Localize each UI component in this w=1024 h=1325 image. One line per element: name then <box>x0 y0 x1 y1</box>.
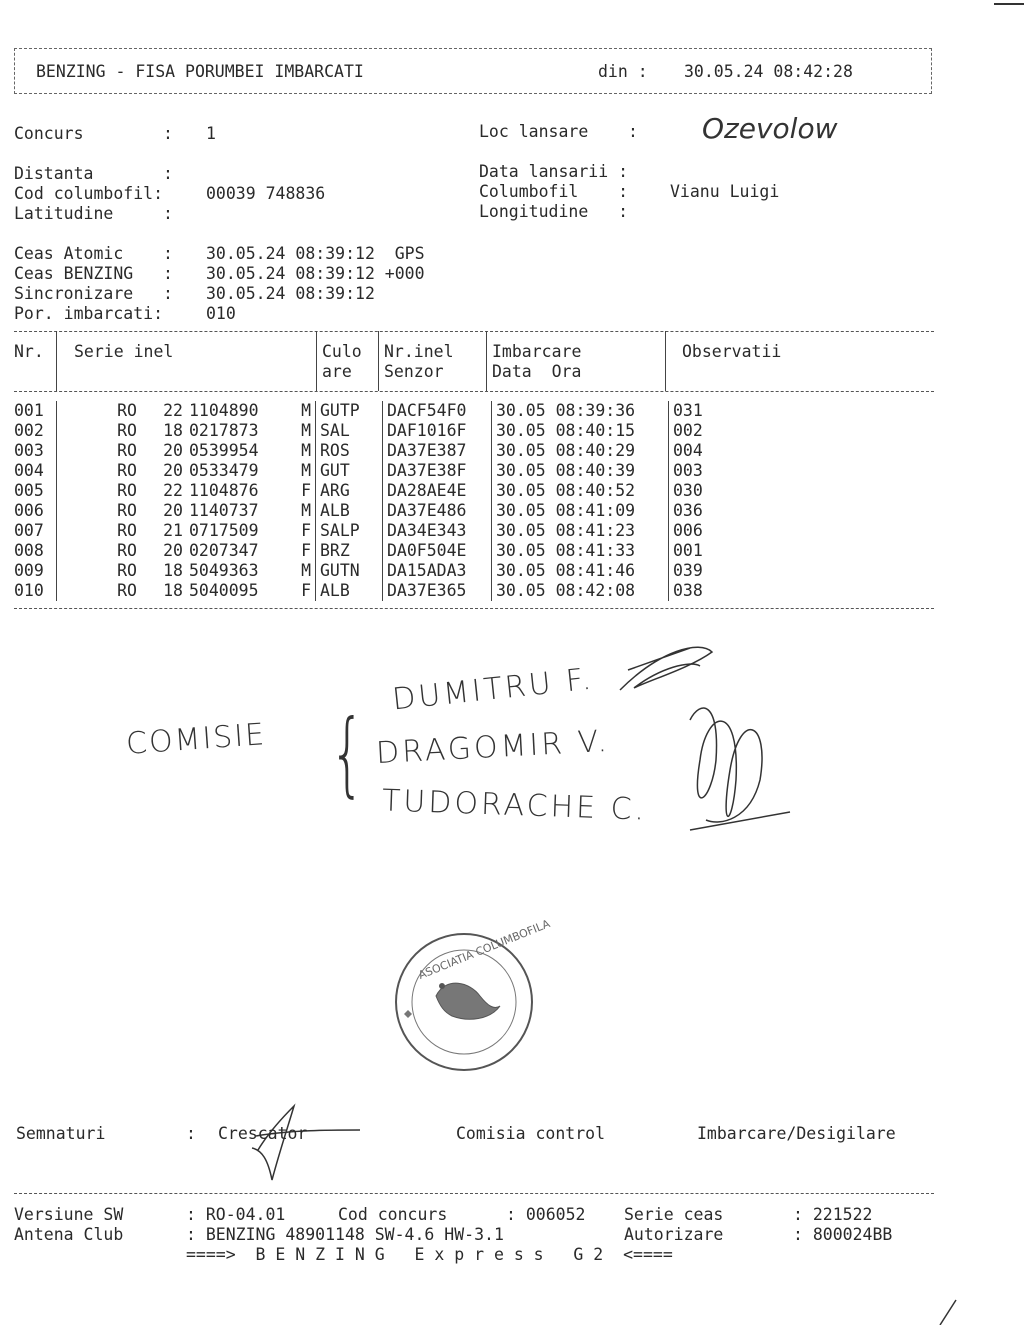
row-sensor: DA37E38F <box>383 461 492 481</box>
ceas-benzing-value: 30.05.24 08:39:12 +000 <box>206 264 425 283</box>
row-sensor: DA37E387 <box>383 441 492 461</box>
row-sex: F <box>301 521 311 540</box>
ceas-atomic-label: Ceas Atomic : <box>14 244 173 263</box>
row-date: 30.05 <box>496 581 546 600</box>
row-color: GUTN <box>316 561 383 581</box>
footer-rule <box>14 1193 934 1194</box>
col-header-nrinel-2: Senzor <box>384 362 444 381</box>
row-sex: F <box>301 481 311 500</box>
row-time: 08:40:52 <box>555 481 636 500</box>
row-color: GUTP <box>316 401 383 421</box>
row-observatii: 038 <box>673 581 703 600</box>
row-observatii: 006 <box>673 521 703 540</box>
row-sensor: DA37E365 <box>383 581 492 601</box>
row-year: 20 <box>163 541 183 560</box>
row-observatii: 002 <box>673 421 703 440</box>
antena-value: : BENZING 48901148 SW-4.6 HW-3.1 <box>186 1225 504 1244</box>
row-year: 18 <box>163 421 183 440</box>
row-country: RO <box>117 481 137 500</box>
row-ring-number: 1104890 <box>189 401 259 420</box>
row-nr: 004 <box>14 461 57 481</box>
row-country: RO <box>117 581 137 600</box>
row-date: 30.05 <box>496 401 546 420</box>
imbarcare-desigilare-label: Imbarcare/Desigilare <box>697 1124 896 1143</box>
row-date: 30.05 <box>496 561 546 580</box>
row-year: 22 <box>163 481 183 500</box>
handwritten-brace: { <box>329 700 365 807</box>
ceas-atomic-value: 30.05.24 08:39:12 GPS <box>206 244 425 263</box>
row-nr: 010 <box>14 581 57 601</box>
row-date: 30.05 <box>496 461 546 480</box>
row-country: RO <box>117 521 137 540</box>
row-sex: M <box>301 461 311 480</box>
row-sex: F <box>301 581 311 600</box>
row-ring-number: 0539954 <box>189 441 259 460</box>
row-nr: 008 <box>14 541 57 561</box>
row-sex: M <box>301 501 311 520</box>
row-year: 18 <box>163 561 183 580</box>
autorizare-label: Autorizare <box>624 1225 724 1244</box>
row-observatii: 003 <box>673 461 703 480</box>
cod-concurs-label: Cod concurs <box>338 1205 448 1224</box>
col-header-observatii: Observatii <box>682 342 782 361</box>
comisia-control-label: Comisia control <box>456 1124 606 1143</box>
row-nr: 003 <box>14 441 57 461</box>
loc-lansare-value: Ozevolow <box>702 112 838 145</box>
row-sex: M <box>301 421 311 440</box>
versiune-value: : RO-04.01 <box>186 1205 286 1224</box>
row-nr: 005 <box>14 481 57 501</box>
row-sex: M <box>301 561 311 580</box>
row-ring-number: 0533479 <box>189 461 259 480</box>
row-country: RO <box>117 441 137 460</box>
row-country: RO <box>117 401 137 420</box>
col-header-imbarcare-1: Imbarcare <box>492 342 582 361</box>
row-observatii: 031 <box>673 401 703 420</box>
row-nr: 001 <box>14 401 57 421</box>
row-sensor: DAF1016F <box>383 421 492 441</box>
row-sensor: DA28AE4E <box>383 481 492 501</box>
antena-label: Antena Club <box>14 1225 124 1244</box>
autorizare-value: : 800024BB <box>793 1225 893 1244</box>
row-year: 22 <box>163 401 183 420</box>
semnaturi-separator: : <box>186 1124 196 1143</box>
versiune-label: Versiune SW <box>14 1205 124 1224</box>
porumbei-imbarcati-value: 010 <box>206 304 236 323</box>
row-year: 20 <box>163 501 183 520</box>
row-observatii: 004 <box>673 441 703 460</box>
data-lansarii-label: Data lansarii : <box>479 162 629 181</box>
row-nr: 007 <box>14 521 57 541</box>
porumbei-imbarcati-label: Por. imbarcati: <box>14 304 164 323</box>
row-observatii: 039 <box>673 561 703 580</box>
stamp-text: ASOCIATIA COLUMBOFILA <box>416 917 552 982</box>
row-color: SALP <box>316 521 383 541</box>
row-observatii: 036 <box>673 501 703 520</box>
row-color: BRZ <box>316 541 383 561</box>
row-year: 21 <box>163 521 183 540</box>
row-ring-number: 0717509 <box>189 521 259 540</box>
row-color: SAL <box>316 421 383 441</box>
row-sex: M <box>301 401 311 420</box>
row-time: 08:40:39 <box>555 461 636 480</box>
col-header-serie: Serie inel <box>74 342 174 361</box>
longitudine-label: Longitudine : <box>479 202 629 221</box>
report-title: BENZING - FISA PORUMBEI IMBARCATI <box>36 62 364 81</box>
row-time: 08:42:08 <box>555 581 636 600</box>
row-sex: M <box>301 441 311 460</box>
serie-ceas-label: Serie ceas <box>624 1205 724 1224</box>
semnaturi-label: Semnaturi <box>16 1124 106 1143</box>
row-year: 18 <box>163 581 183 600</box>
row-ring-number: 5049363 <box>189 561 259 580</box>
row-country: RO <box>117 501 137 520</box>
row-ring-number: 0217873 <box>189 421 259 440</box>
row-time: 08:41:09 <box>555 501 636 520</box>
col-header-nrinel-1: Nr.inel <box>384 342 454 361</box>
ceas-benzing-label: Ceas BENZING : <box>14 264 173 283</box>
row-observatii: 030 <box>673 481 703 500</box>
handwritten-name-2: DRAGOMIR V. <box>375 723 611 772</box>
row-date: 30.05 <box>496 501 546 520</box>
serie-ceas-value: : 221522 <box>793 1205 873 1224</box>
row-ring-number: 0207347 <box>189 541 259 560</box>
row-color: ALB <box>316 501 383 521</box>
brand-line: ====> B E N Z I N G E x p r e s s G 2 <==== <box>186 1245 673 1264</box>
row-time: 08:40:29 <box>555 441 636 460</box>
row-country: RO <box>117 421 137 440</box>
columbofil-value: Vianu Luigi <box>670 182 780 201</box>
report-datetime: 30.05.24 08:42:28 <box>684 62 853 81</box>
row-time: 08:41:46 <box>555 561 636 580</box>
row-ring-number: 5040095 <box>189 581 259 600</box>
row-time: 08:41:23 <box>555 521 636 540</box>
col-header-nr: Nr. <box>14 342 44 361</box>
col-header-culoare-1: Culo <box>322 342 362 361</box>
cod-columbofil-value: 00039 748836 <box>206 184 326 203</box>
row-date: 30.05 <box>496 421 546 440</box>
row-sensor: DA37E486 <box>383 501 492 521</box>
row-color: ROS <box>316 441 383 461</box>
latitudine-label: Latitudine : <box>14 204 173 223</box>
crescator-label: Crescator <box>218 1124 308 1143</box>
row-date: 30.05 <box>496 521 546 540</box>
cod-columbofil-label: Cod columbofil: <box>14 184 164 203</box>
row-country: RO <box>117 561 137 580</box>
distanta-label: Distanta : <box>14 164 173 183</box>
handwritten-name-1: DUMITRU F. <box>390 661 596 718</box>
row-year: 20 <box>163 461 183 480</box>
columbofil-label: Columbofil : <box>479 182 629 201</box>
row-ring-number: 1104876 <box>189 481 259 500</box>
row-color: ARG <box>316 481 383 501</box>
cod-concurs-value: : 006052 <box>506 1205 586 1224</box>
row-sex: F <box>301 541 311 560</box>
col-header-imbarcare-2: Data Ora <box>492 362 582 381</box>
handwritten-name-3: TUDORACHE C. <box>381 783 648 828</box>
col-header-culoare-2: are <box>322 362 352 381</box>
concurs-label: Concurs : <box>14 124 173 143</box>
row-date: 30.05 <box>496 441 546 460</box>
row-observatii: 001 <box>673 541 703 560</box>
sincronizare-label: Sincronizare : <box>14 284 173 303</box>
row-date: 30.05 <box>496 481 546 500</box>
row-nr: 009 <box>14 561 57 581</box>
row-nr: 006 <box>14 501 57 521</box>
row-sensor: DA34E343 <box>383 521 492 541</box>
concurs-value: 1 <box>206 124 216 143</box>
row-color: ALB <box>316 581 383 601</box>
row-sensor: DA15ADA3 <box>383 561 492 581</box>
sincronizare-value: 30.05.24 08:39:12 <box>206 284 375 303</box>
handwritten-comisie: COMISIE <box>124 717 268 762</box>
stamp-pigeon-icon <box>436 983 500 1019</box>
row-date: 30.05 <box>496 541 546 560</box>
row-time: 08:41:33 <box>555 541 636 560</box>
row-nr: 002 <box>14 421 57 441</box>
row-time: 08:39:36 <box>555 401 636 420</box>
loc-lansare-label: Loc lansare : <box>479 122 638 141</box>
row-ring-number: 1140737 <box>189 501 259 520</box>
row-country: RO <box>117 541 137 560</box>
row-country: RO <box>117 461 137 480</box>
row-sensor: DACF54F0 <box>383 401 492 421</box>
report-din-label: din : <box>598 62 648 81</box>
row-sensor: DA0F504E <box>383 541 492 561</box>
row-year: 20 <box>163 441 183 460</box>
row-color: GUT <box>316 461 383 481</box>
row-time: 08:40:15 <box>555 421 636 440</box>
